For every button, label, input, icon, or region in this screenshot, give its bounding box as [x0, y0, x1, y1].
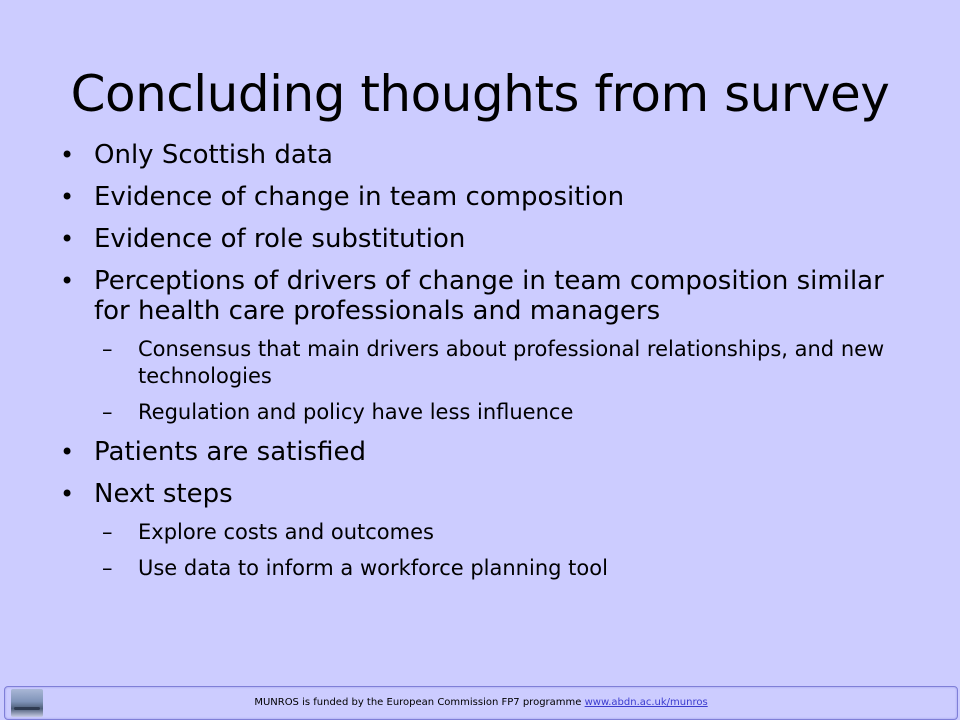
- sub-bullet-text: Use data to inform a workforce planning tool: [138, 556, 608, 580]
- bullet-icon: •: [60, 267, 75, 295]
- bullet-text: Evidence of role substitution: [94, 224, 466, 254]
- bullet-item: [60, 224, 920, 254]
- footer-text: [5, 696, 957, 710]
- sub-bullet-item: [60, 399, 920, 426]
- sub-bullet-item: [60, 336, 920, 390]
- sub-bullet-text: Consensus that main drivers about professional relationships, and new technologies: [138, 337, 885, 388]
- dash-icon: –: [102, 337, 113, 361]
- bullet-item: [60, 437, 920, 467]
- bullet-list: [60, 140, 920, 593]
- munros-website-link[interactable]: www.abdn.ac.uk/munros: [584, 697, 708, 708]
- bullet-text: Only Scottish data: [94, 140, 333, 170]
- bullet-text: Next steps: [94, 479, 233, 509]
- bullet-icon: •: [60, 183, 75, 211]
- sub-bullet-text: Explore costs and outcomes: [138, 520, 434, 544]
- sub-bullet-item: [60, 555, 920, 582]
- bullet-item: [60, 479, 920, 509]
- bullet-icon: •: [60, 141, 75, 169]
- footer-bar: [4, 686, 958, 720]
- bullet-text: Patients are satisfied: [94, 437, 366, 467]
- bullet-item: [60, 266, 920, 326]
- bullet-text: Evidence of change in team composition: [94, 182, 625, 212]
- bullet-item: [60, 140, 920, 170]
- bullet-icon: •: [60, 438, 75, 466]
- bullet-icon: •: [60, 480, 75, 508]
- sub-bullet-text: Regulation and policy have less influence: [138, 400, 574, 424]
- bullet-text: Perceptions of drivers of change in team composition similar for health care professionals and managers: [94, 266, 884, 326]
- dash-icon: –: [102, 556, 113, 580]
- bullet-icon: •: [60, 225, 75, 253]
- dash-icon: –: [102, 400, 113, 424]
- dash-icon: –: [102, 520, 113, 544]
- bullet-item: [60, 182, 920, 212]
- sub-bullet-item: [60, 519, 920, 546]
- slide-title: Concluding thoughts from survey: [70, 65, 890, 123]
- funding-statement: MUNROS is funded by the European Commission FP7 programme: [254, 697, 585, 708]
